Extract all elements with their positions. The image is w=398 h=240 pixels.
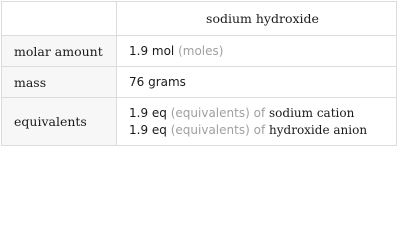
table-row [2,67,397,98]
row-label-equivalents: equivalents [2,98,117,146]
corner-cell [2,2,117,36]
equivalents-connector: of [253,105,266,120]
equivalents-species: sodium cation [269,105,355,120]
equivalents-value: 1.9 eq [129,105,167,120]
mass-value: 76 grams [129,75,186,89]
molar-amount-value-cell [117,36,397,67]
equivalents-unit-note: (equivalents) [170,122,250,137]
column-header: sodium hydroxide [117,2,397,36]
result-table [1,1,397,146]
table-row [2,36,397,67]
table-row [2,98,397,146]
equivalents-species: hydroxide anion [269,122,368,137]
header-row [2,2,397,36]
mass-value-cell [117,67,397,98]
molar-amount-value: 1.9 mol [129,44,175,58]
molar-amount-unit-note: (moles) [178,44,224,58]
equivalents-line [129,122,396,139]
equivalents-value-cell [117,98,397,146]
equivalents-value: 1.9 eq [129,122,167,137]
equivalents-line [129,105,396,122]
row-label-mass: mass [2,67,117,98]
row-label-molar-amount: molar amount [2,36,117,67]
equivalents-unit-note: (equivalents) [170,105,250,120]
equivalents-connector: of [253,122,266,137]
